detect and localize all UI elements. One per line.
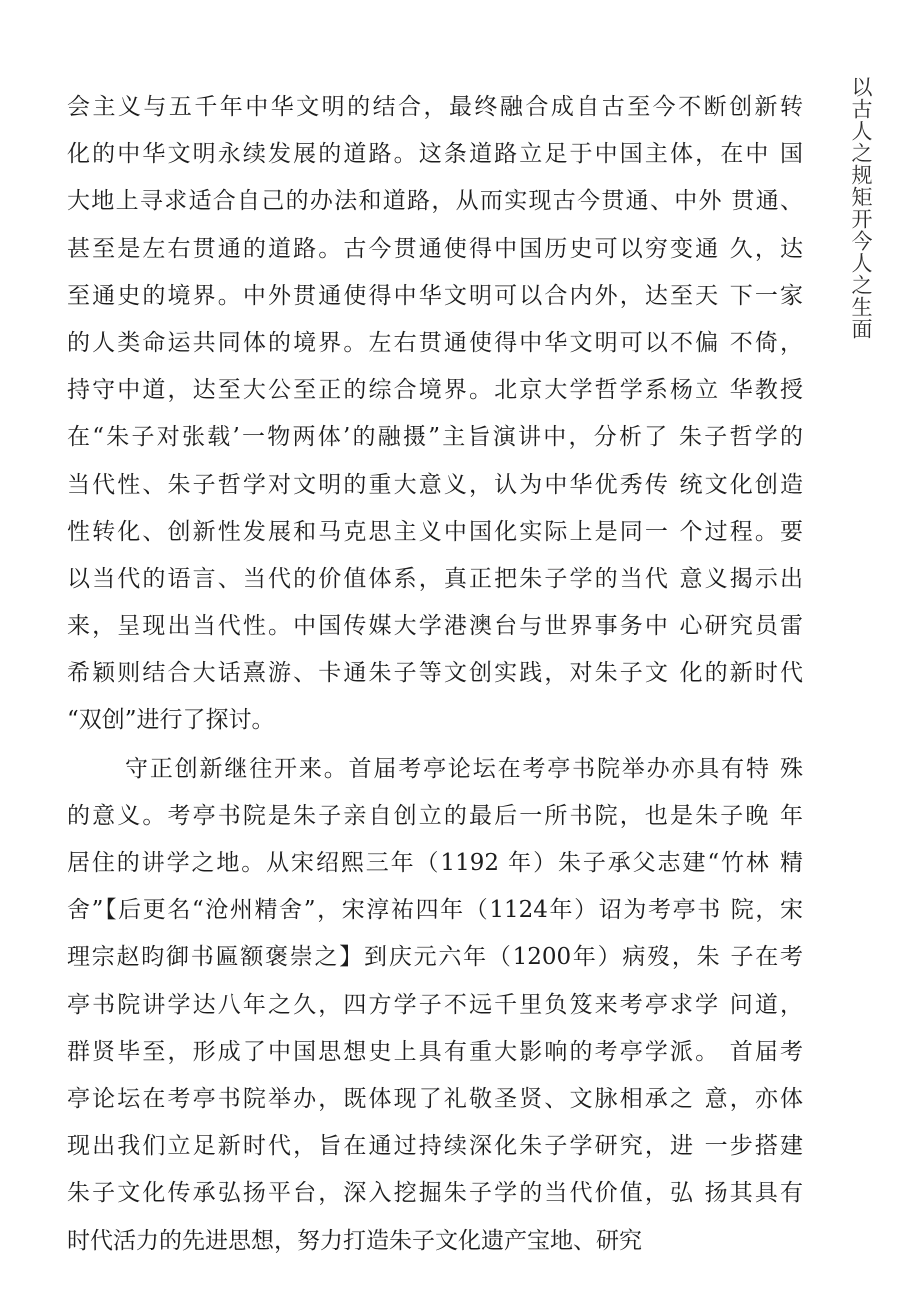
text-line: 至通史的境界。中外贯通使得中华文明可以合内外，达至天 下一家 [67,282,803,309]
text-line: 的人类命运共同体的境界。左右贯通使得中华文明可以不偏 不倚， [67,329,803,356]
text-line: 亭论坛在考亭书院举办，既体现了礼敬圣贤、文脉相承之 意，亦体 [67,1085,803,1112]
text-line: 在“朱子对张载’一物两体’的融摄”主旨演讲中，分析了 朱子哲学的 [67,424,803,451]
text-line: 持守中道，达至大公至正的综合境界。北京大学哲学系杨立 华教授 [67,377,803,404]
text-line: 舍”【后更名“沧州精舍”，宋淳祐四年（1124年）诏为考亭书 院，宋 [67,897,803,924]
text-line: 化的中华文明永续发展的道路。这条道路立足于中国主体，在中 国 [67,141,803,168]
text-line: 会主义与五千年中华文明的结合，最终融合成自古至今不断创新转 [67,94,803,120]
text-line: 亭书院讲学达八年之久，四方学子不远千里负笈来考亭求学 问道， [67,991,803,1018]
running-title: 以古人之规矩开今人之生面 [849,76,873,340]
paragraph-2 [67,746,803,1265]
text-line: 希颖则结合大话熹游、卡通朱子等文创实践，对朱子文 化的新时代 [67,660,803,687]
text-line: 守正创新继往开来。首届考亭论坛在考亭书院举办亦具有特 殊 [125,755,803,782]
text-line: “双创”进行了探讨。 [67,707,275,734]
paragraph-1 [67,84,803,745]
text-line: 甚至是左右贯通的道路。古今贯通使得中国历史可以穷变通 久，达 [67,235,803,262]
body-text [67,84,803,1265]
text-line: 现出我们立足新时代，旨在通过持续深化朱子学研究，进 一步搭建 [67,1133,803,1160]
text-line: 当代性、朱子哲学对文明的重大意义，认为中华优秀传 统文化创造 [67,471,803,498]
text-line: 的意义。考亭书院是朱子亲自创立的最后一所书院，也是朱子晚 年 [67,802,803,829]
text-line: 居住的讲学之地。从宋绍熙三年（1192 年）朱子承父志建“竹林 精 [67,850,803,876]
text-line: 大地上寻求适合自己的办法和道路，从而实现古今贯通、中外 贯通、 [67,188,803,215]
text-line: 性转化、创新性发展和马克思主义中国化实际上是同一 个过程。要 [67,518,803,545]
text-line: 群贤毕至，形成了中国思想史上具有重大影响的考亭学派。 首届考 [67,1038,803,1065]
text-line: 理宗赵昀御书匾额褒崇之】到庆元六年（1200年）病歿，朱 子在考 [67,944,803,971]
text-line: 以当代的语言、当代的价值体系，真正把朱子学的当代 意义揭示出 [67,565,803,592]
text-line: 来，呈现出当代性。中国传媒大学港澳台与世界事务中 心研究员雷 [67,613,803,640]
text-line: 时代活力的先进思想，努力打造朱子文化遗产宝地、研究 [67,1227,642,1254]
text-line: 朱子文化传承弘扬平台，深入挖掘朱子学的当代价值，弘 扬其具有 [67,1180,803,1207]
